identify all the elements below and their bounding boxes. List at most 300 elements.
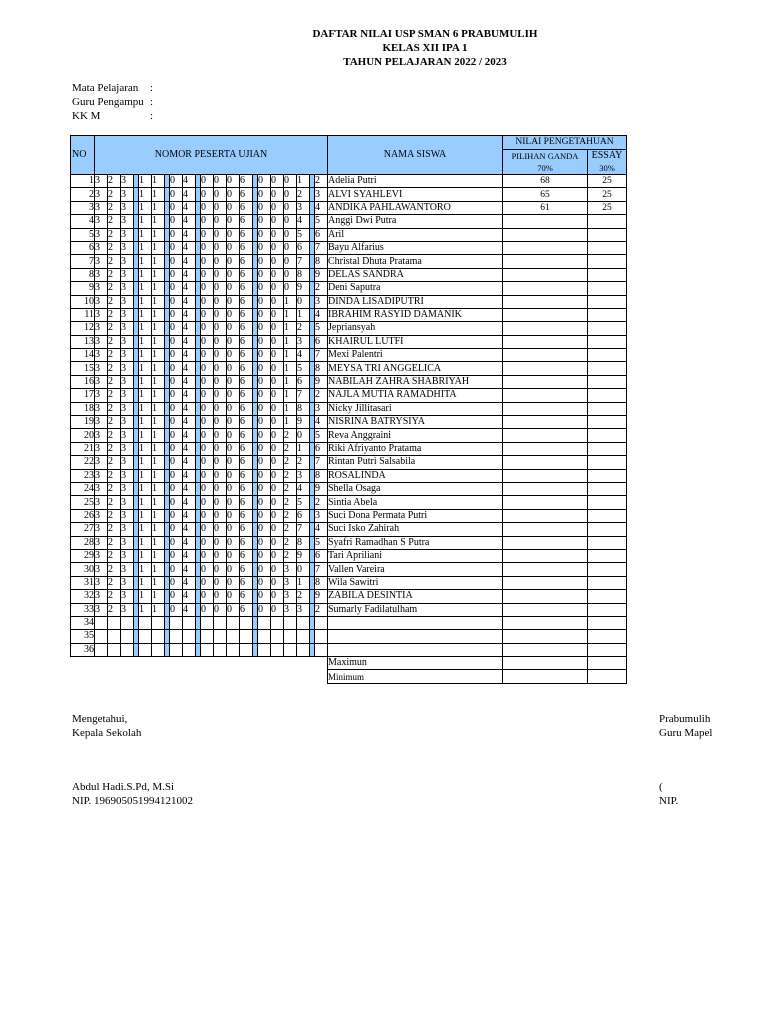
row-number: 25: [71, 496, 95, 509]
student-name: Sintia Abela: [328, 496, 503, 509]
table-row: [71, 322, 627, 335]
exam-number-digit: 0: [258, 563, 271, 576]
exam-number-digit: 1: [284, 308, 297, 321]
exam-number-digit: 5: [315, 429, 328, 442]
row-number: 1: [71, 175, 95, 188]
exam-number-digit: 4: [183, 308, 196, 321]
row-number: 2: [71, 188, 95, 201]
score-pilihan-ganda: [503, 402, 588, 415]
exam-number-digit: 4: [183, 603, 196, 616]
score-pilihan-ganda: [503, 590, 588, 603]
header-pilihan-ganda: PILIHAN GANDA 70%: [503, 149, 588, 174]
exam-number-digit: 0: [214, 389, 227, 402]
exam-number-digit: 0: [258, 482, 271, 495]
exam-number-digit: 4: [183, 322, 196, 335]
exam-number-digit: 1: [139, 482, 152, 495]
min-row-label: Minimum: [328, 670, 503, 683]
table-row: [71, 630, 627, 643]
exam-number-digit: [152, 630, 165, 643]
exam-number-digit: 0: [271, 523, 284, 536]
meta-teacher: Guru Pengampu :: [72, 96, 154, 108]
exam-number-digit: 6: [240, 175, 253, 188]
score-pilihan-ganda: [503, 643, 588, 656]
exam-number-digit: 6: [297, 241, 310, 254]
exam-number-digit: [95, 630, 108, 643]
exam-number-digit: 1: [139, 282, 152, 295]
score-pilihan-ganda: [503, 268, 588, 281]
exam-number-digit: 0: [214, 456, 227, 469]
max-row-label: Maximun: [328, 657, 503, 670]
exam-number-digit: [297, 643, 310, 656]
exam-number-digit: 0: [170, 590, 183, 603]
exam-number-digit: 7: [315, 241, 328, 254]
exam-number-digit: [258, 643, 271, 656]
exam-number-digit: 0: [258, 402, 271, 415]
grade-table: [70, 135, 627, 684]
exam-number-digit: 1: [139, 375, 152, 388]
exam-number-digit: [183, 616, 196, 629]
exam-number-digit: 0: [297, 295, 310, 308]
exam-number-digit: 0: [214, 282, 227, 295]
exam-number-digit: 0: [271, 188, 284, 201]
exam-number-digit: 3: [121, 496, 134, 509]
exam-number-digit: 2: [108, 523, 121, 536]
exam-number-digit: 3: [121, 389, 134, 402]
exam-number-digit: 1: [152, 496, 165, 509]
exam-number-digit: 4: [183, 389, 196, 402]
exam-number-digit: 2: [108, 469, 121, 482]
row-number: 5: [71, 228, 95, 241]
exam-number-digit: 3: [95, 349, 108, 362]
exam-number-digit: 0: [227, 456, 240, 469]
exam-number-digit: 0: [227, 335, 240, 348]
exam-number-digit: 0: [227, 255, 240, 268]
exam-number-digit: 4: [183, 442, 196, 455]
exam-number-digit: 0: [214, 429, 227, 442]
exam-number-digit: 0: [170, 308, 183, 321]
student-name: Syafri Ramadhan S Putra: [328, 536, 503, 549]
exam-number-digit: 0: [201, 402, 214, 415]
exam-number-digit: 2: [284, 442, 297, 455]
row-number: 6: [71, 241, 95, 254]
exam-number-digit: 8: [297, 268, 310, 281]
score-pilihan-ganda: [503, 482, 588, 495]
score-essay: [588, 268, 627, 281]
exam-number-digit: 4: [183, 429, 196, 442]
exam-number-digit: 2: [108, 563, 121, 576]
score-essay: [588, 496, 627, 509]
exam-number-digit: 8: [315, 469, 328, 482]
exam-number-digit: [121, 630, 134, 643]
exam-number-digit: 0: [227, 416, 240, 429]
exam-number-digit: 3: [95, 308, 108, 321]
exam-number-digit: 1: [152, 442, 165, 455]
exam-number-digit: 6: [240, 402, 253, 415]
exam-number-digit: [201, 630, 214, 643]
exam-number-digit: 0: [258, 416, 271, 429]
exam-number-digit: 1: [152, 268, 165, 281]
exam-number-digit: 3: [297, 469, 310, 482]
exam-number-digit: 0: [227, 549, 240, 562]
sign-right-line2: Guru Mapel: [659, 727, 713, 739]
exam-number-digit: 2: [108, 175, 121, 188]
teacher-name: (: [659, 781, 663, 793]
exam-number-digit: 1: [297, 576, 310, 589]
header-nomor-peserta: NOMOR PESERTA UJIAN: [95, 136, 328, 175]
exam-number-digit: 0: [271, 482, 284, 495]
exam-number-digit: [139, 630, 152, 643]
exam-number-digit: 2: [284, 549, 297, 562]
student-name: IBRAHIM RASYID DAMANIK: [328, 308, 503, 321]
exam-number-digit: 4: [183, 268, 196, 281]
exam-number-digit: 2: [108, 349, 121, 362]
exam-number-digit: 0: [170, 268, 183, 281]
exam-number-digit: 6: [240, 268, 253, 281]
exam-number-digit: 0: [271, 416, 284, 429]
exam-number-digit: 0: [227, 496, 240, 509]
exam-number-digit: 2: [108, 268, 121, 281]
exam-number-digit: 6: [297, 375, 310, 388]
exam-number-digit: 3: [121, 349, 134, 362]
exam-number-digit: 4: [297, 349, 310, 362]
exam-number-digit: 3: [95, 509, 108, 522]
exam-number-digit: 0: [201, 282, 214, 295]
score-pilihan-ganda: [503, 389, 588, 402]
exam-number-digit: 2: [315, 603, 328, 616]
exam-number-digit: 0: [214, 255, 227, 268]
principal-name: Abdul Hadi.S.Pd, M.Si: [72, 781, 175, 793]
student-name: [328, 643, 503, 656]
row-number: 7: [71, 255, 95, 268]
exam-number-digit: 0: [258, 322, 271, 335]
exam-number-digit: 0: [170, 349, 183, 362]
exam-number-digit: 0: [284, 241, 297, 254]
year-title: TAHUN PELAJARAN 2022 / 2023: [343, 56, 507, 68]
exam-number-digit: 1: [139, 469, 152, 482]
exam-number-digit: 9: [297, 549, 310, 562]
table-row: [71, 482, 627, 495]
exam-number-digit: 2: [108, 509, 121, 522]
exam-number-digit: 1: [139, 175, 152, 188]
exam-number-digit: [170, 643, 183, 656]
exam-number-digit: 9: [315, 482, 328, 495]
exam-number-digit: 1: [139, 576, 152, 589]
exam-number-digit: 1: [139, 509, 152, 522]
exam-number-digit: 0: [271, 469, 284, 482]
score-pilihan-ganda: [503, 630, 588, 643]
exam-number-digit: 0: [258, 496, 271, 509]
exam-number-digit: 4: [315, 523, 328, 536]
score-essay: [588, 349, 627, 362]
exam-number-digit: 6: [240, 429, 253, 442]
exam-number-digit: 1: [152, 241, 165, 254]
student-name: ANDIKA PAHLAWANTORO: [328, 201, 503, 214]
row-number: 11: [71, 308, 95, 321]
student-name: Adelia Putri: [328, 175, 503, 188]
exam-number-digit: 3: [121, 509, 134, 522]
exam-number-digit: 3: [95, 456, 108, 469]
exam-number-digit: 6: [315, 228, 328, 241]
exam-number-digit: 0: [170, 416, 183, 429]
exam-number-digit: [284, 630, 297, 643]
exam-number-digit: [152, 643, 165, 656]
exam-number-digit: 3: [121, 295, 134, 308]
table-row: [71, 496, 627, 509]
exam-number-digit: 3: [121, 362, 134, 375]
score-essay: [588, 375, 627, 388]
max-row-value: [503, 657, 588, 670]
exam-number-digit: 1: [139, 416, 152, 429]
exam-number-digit: 0: [258, 175, 271, 188]
exam-number-digit: 4: [183, 188, 196, 201]
exam-number-digit: 7: [297, 523, 310, 536]
exam-number-digit: 2: [315, 389, 328, 402]
exam-number-digit: 1: [152, 523, 165, 536]
exam-number-digit: 5: [315, 322, 328, 335]
exam-number-digit: 3: [121, 482, 134, 495]
exam-number-digit: [95, 616, 108, 629]
exam-number-digit: [152, 616, 165, 629]
exam-number-digit: 0: [170, 469, 183, 482]
exam-number-digit: 1: [139, 549, 152, 562]
exam-number-digit: 0: [170, 241, 183, 254]
table-row: [71, 536, 627, 549]
exam-number-digit: 3: [315, 402, 328, 415]
exam-number-digit: 3: [95, 282, 108, 295]
document-title: DAFTAR NILAI USP SMAN 6 PRABUMULIH: [312, 28, 538, 40]
exam-number-digit: 1: [139, 255, 152, 268]
exam-number-digit: 0: [214, 576, 227, 589]
exam-number-digit: 0: [214, 295, 227, 308]
exam-number-digit: 0: [258, 523, 271, 536]
exam-number-digit: 3: [95, 482, 108, 495]
table-row: [71, 429, 627, 442]
sign-right-line1: Prabumulih: [659, 713, 711, 725]
exam-number-digit: 1: [152, 389, 165, 402]
teacher-nip: NIP.: [659, 795, 679, 807]
max-row-value: [588, 657, 627, 670]
exam-number-digit: 0: [170, 188, 183, 201]
exam-number-digit: 1: [284, 335, 297, 348]
score-pilihan-ganda: [503, 536, 588, 549]
exam-number-digit: 3: [284, 590, 297, 603]
table-row: [71, 469, 627, 482]
sign-left-line1: Mengetahui,: [72, 713, 128, 725]
exam-number-digit: 1: [152, 282, 165, 295]
score-pilihan-ganda: [503, 456, 588, 469]
score-pilihan-ganda: [503, 322, 588, 335]
table-row: [71, 175, 627, 188]
exam-number-digit: 3: [121, 469, 134, 482]
exam-number-digit: 1: [139, 215, 152, 228]
student-name: Sumarly Fadilatulham: [328, 603, 503, 616]
exam-number-digit: 0: [227, 389, 240, 402]
exam-number-digit: 6: [315, 549, 328, 562]
exam-number-digit: 2: [284, 482, 297, 495]
exam-number-digit: 6: [240, 442, 253, 455]
exam-number-digit: 0: [271, 549, 284, 562]
table-row: [71, 188, 627, 201]
score-pilihan-ganda: [503, 295, 588, 308]
exam-number-digit: 3: [121, 255, 134, 268]
exam-number-digit: 0: [214, 228, 227, 241]
exam-number-digit: 1: [152, 295, 165, 308]
table-row: [71, 308, 627, 321]
exam-number-digit: 0: [170, 322, 183, 335]
exam-number-digit: 2: [297, 590, 310, 603]
exam-number-digit: 0: [258, 362, 271, 375]
exam-number-digit: 6: [315, 335, 328, 348]
exam-number-digit: 3: [121, 523, 134, 536]
exam-number-digit: 1: [139, 389, 152, 402]
exam-number-digit: 0: [227, 201, 240, 214]
exam-number-digit: 6: [240, 201, 253, 214]
exam-number-digit: 3: [121, 188, 134, 201]
exam-number-digit: 2: [108, 215, 121, 228]
exam-number-digit: 0: [214, 268, 227, 281]
exam-number-digit: 1: [139, 442, 152, 455]
exam-number-digit: 1: [152, 603, 165, 616]
exam-number-digit: 1: [139, 603, 152, 616]
exam-number-digit: 0: [284, 282, 297, 295]
row-number: 26: [71, 509, 95, 522]
score-essay: [588, 241, 627, 254]
exam-number-digit: 1: [297, 442, 310, 455]
min-row: [71, 670, 627, 683]
exam-number-digit: 6: [240, 456, 253, 469]
exam-number-digit: 3: [95, 523, 108, 536]
exam-number-digit: [258, 630, 271, 643]
exam-number-digit: 0: [201, 322, 214, 335]
row-number: 33: [71, 603, 95, 616]
exam-number-digit: 0: [227, 268, 240, 281]
exam-number-digit: 6: [240, 308, 253, 321]
row-number: 9: [71, 282, 95, 295]
exam-number-digit: 3: [95, 496, 108, 509]
exam-number-digit: 3: [95, 429, 108, 442]
exam-number-digit: 6: [240, 241, 253, 254]
exam-number-digit: 3: [121, 241, 134, 254]
score-pilihan-ganda: 68: [503, 175, 588, 188]
exam-number-digit: 3: [95, 576, 108, 589]
exam-number-digit: 0: [201, 496, 214, 509]
exam-number-digit: 1: [152, 416, 165, 429]
exam-number-digit: 0: [170, 496, 183, 509]
exam-number-digit: 4: [183, 282, 196, 295]
student-name: Wila Sawitri: [328, 576, 503, 589]
student-name: ROSALINDA: [328, 469, 503, 482]
exam-number-digit: 0: [214, 416, 227, 429]
score-essay: [588, 603, 627, 616]
exam-number-digit: 0: [214, 308, 227, 321]
min-row-value: [588, 670, 627, 683]
exam-number-digit: [315, 616, 328, 629]
exam-number-digit: 0: [170, 549, 183, 562]
score-pilihan-ganda: [503, 496, 588, 509]
table-row: [71, 228, 627, 241]
exam-number-digit: 0: [170, 402, 183, 415]
student-name: Reva Anggraini: [328, 429, 503, 442]
exam-number-digit: 0: [271, 228, 284, 241]
exam-number-digit: 6: [240, 496, 253, 509]
exam-number-digit: 9: [315, 268, 328, 281]
score-pilihan-ganda: [503, 576, 588, 589]
exam-number-digit: 0: [201, 442, 214, 455]
exam-number-digit: 1: [297, 175, 310, 188]
exam-number-digit: 0: [271, 563, 284, 576]
exam-number-digit: 0: [271, 389, 284, 402]
exam-number-digit: [139, 616, 152, 629]
student-name: Christal Dhuta Pratama: [328, 255, 503, 268]
min-row-value: [503, 670, 588, 683]
row-number: 24: [71, 482, 95, 495]
exam-number-digit: 4: [183, 536, 196, 549]
exam-number-digit: 3: [121, 215, 134, 228]
exam-number-digit: 3: [121, 603, 134, 616]
exam-number-digit: 0: [227, 429, 240, 442]
exam-number-digit: 5: [315, 536, 328, 549]
exam-number-digit: 1: [152, 255, 165, 268]
score-pilihan-ganda: [503, 282, 588, 295]
exam-number-digit: 2: [108, 590, 121, 603]
score-essay: [588, 523, 627, 536]
exam-number-digit: 6: [240, 590, 253, 603]
exam-number-digit: 2: [297, 188, 310, 201]
exam-number-digit: 0: [201, 175, 214, 188]
class-title: KELAS XII IPA 1: [382, 42, 468, 54]
exam-number-digit: 0: [297, 563, 310, 576]
exam-number-digit: 4: [183, 496, 196, 509]
exam-number-digit: 4: [183, 416, 196, 429]
exam-number-digit: 0: [227, 402, 240, 415]
exam-number-digit: 2: [108, 482, 121, 495]
exam-number-digit: 4: [183, 509, 196, 522]
exam-number-digit: 0: [214, 188, 227, 201]
exam-number-digit: 3: [95, 442, 108, 455]
exam-number-digit: 2: [284, 469, 297, 482]
exam-number-digit: 0: [214, 590, 227, 603]
exam-number-digit: 2: [284, 523, 297, 536]
exam-number-digit: [315, 643, 328, 656]
exam-number-digit: 3: [121, 201, 134, 214]
table-row: [71, 549, 627, 562]
score-pilihan-ganda: [503, 549, 588, 562]
exam-number-digit: 3: [284, 576, 297, 589]
exam-number-digit: [271, 643, 284, 656]
exam-number-digit: 4: [183, 590, 196, 603]
exam-number-digit: 3: [95, 295, 108, 308]
exam-number-digit: 4: [183, 402, 196, 415]
table-row: [71, 201, 627, 214]
exam-number-digit: 0: [201, 469, 214, 482]
exam-number-digit: 0: [201, 241, 214, 254]
score-essay: [588, 282, 627, 295]
student-name: Anggi Dwi Putra: [328, 215, 503, 228]
exam-number-digit: [170, 630, 183, 643]
exam-number-digit: 0: [284, 175, 297, 188]
max-row: [71, 657, 627, 670]
exam-number-digit: 6: [240, 255, 253, 268]
table-row: [71, 509, 627, 522]
exam-number-digit: 4: [183, 201, 196, 214]
exam-number-digit: 2: [108, 228, 121, 241]
exam-number-digit: 0: [258, 469, 271, 482]
exam-number-digit: 1: [152, 349, 165, 362]
exam-number-digit: 0: [258, 549, 271, 562]
exam-number-digit: 1: [284, 349, 297, 362]
score-essay: [588, 295, 627, 308]
exam-number-digit: 0: [227, 322, 240, 335]
